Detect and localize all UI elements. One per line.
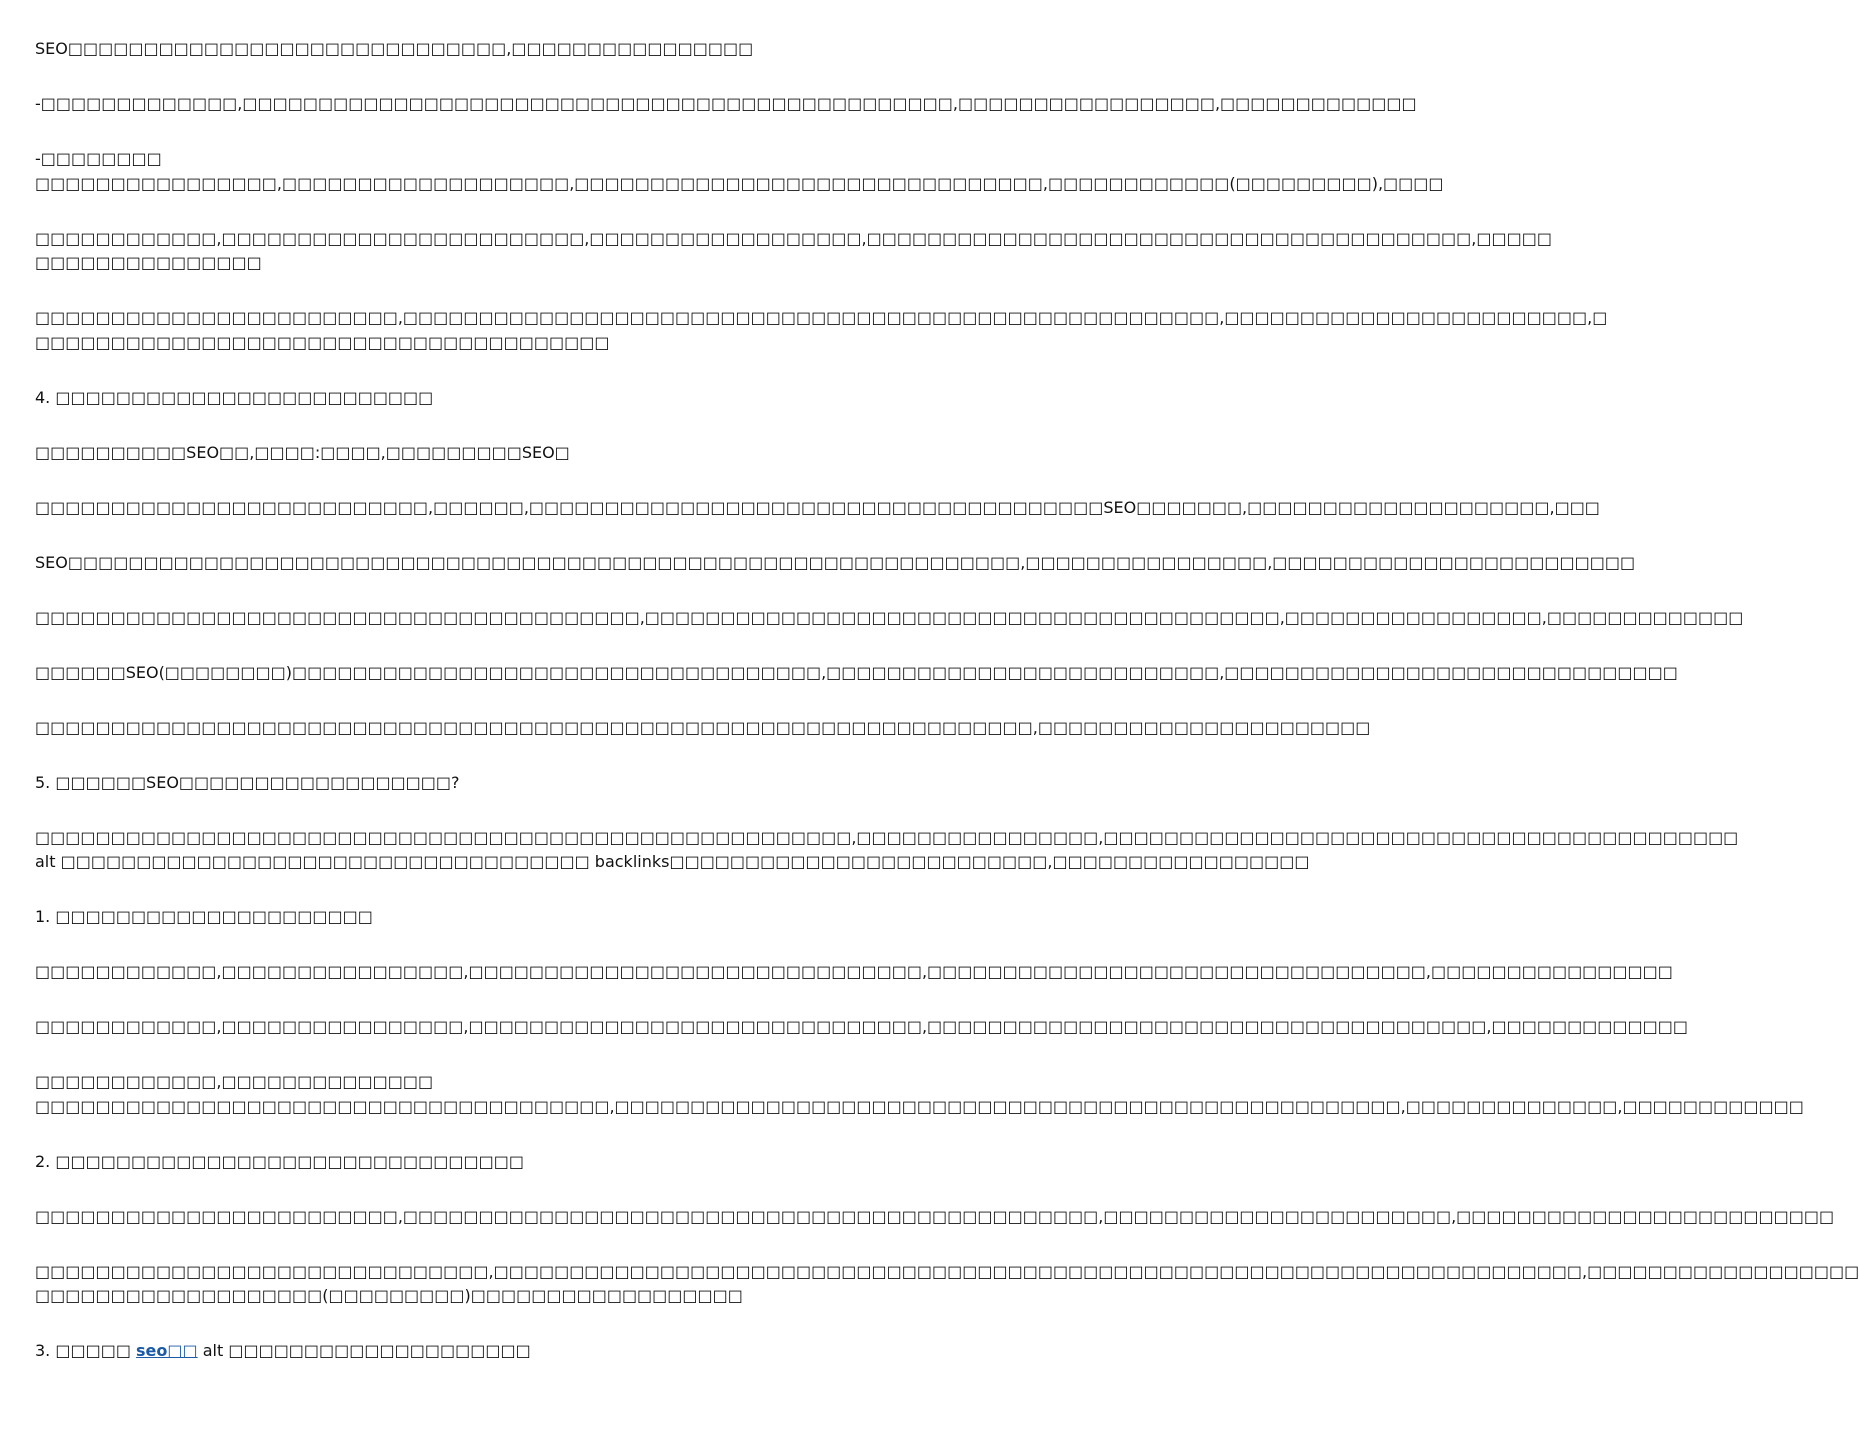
paragraph-line: SEO□□□□□□□□□□□□□□□□□□□□□□□□□□□□□□□□□□□□□□□□□□□□□□□□□□□□□□□□□□□□□□□,□□□□□□□□□□□□□□□□,□□□□□□□□□□□□□□□□□□□□□□□□ — [35, 552, 1636, 572]
paragraph — [35, 227, 1552, 276]
paragraph — [35, 147, 1444, 196]
paragraph-line: □□□□□□□□□□□□,□□□□□□□□□□□□□□□□,□□□□□□□□□□□□□□□□□□□□□□□□□□□□□□,□□□□□□□□□□□□□□□□□□□□□□□□□□□□□□□□□,□□□□□□□□□□□□□□□□ — [35, 962, 1673, 981]
paragraph — [35, 1260, 1859, 1309]
paragraph-line: □□□□□□□□□□□□□□□□□□□□□□□□□□,□□□□□□,□□□□□□□□□□□□□□□□□□□□□□□□□□□□□□□□□□□□□□SEO□□□□□□□,□□□□□□□□□□□□□□□□□□□□,□□□ — [35, 497, 1600, 517]
paragraph — [35, 826, 1739, 875]
paragraph-line: □□□□□□□□□□□□□□□□□□□□□□□□,□□□□□□□□□□□□□□□□□□□□□□□□□□□□□□□□□□□□□□□□□□□□□□,□□□□□□□□□□□□□□□□□□□□□□□,□□□□□□□□□□□□□□□□□□□□□□□□□ — [35, 1206, 1835, 1226]
paragraph — [35, 92, 1417, 117]
paragraph — [35, 496, 1600, 521]
paragraph — [35, 441, 990, 466]
heading-suffix: alt □□□□□□□□□□□□□□□□□□□□ — [197, 1341, 531, 1360]
paragraph-line: □□□□□□□□□□□□,□□□□□□□□□□□□□□ — [35, 1072, 434, 1091]
paragraph — [35, 716, 1371, 741]
paragraph-line: □□□□□□□□□□□□□□□□□□□□□□□□□□□□□□□□□□□□□□,□□□□□□□□□□□□□□□□□□□□□□□□□□□□□□□□□□□□□□□□□□□□□□□□□□□□,□□□□□□□□□□□□□□,□□□□□□□□□□□□ — [35, 1096, 1804, 1116]
paragraph-line: -□□□□□□□□ — [35, 149, 162, 168]
paragraph-line: 2. □□□□□□□□□□□□□□□□□□□□□□□□□□□□□□□ — [35, 1151, 524, 1171]
paragraph-line: 5. □□□□□□SEO□□□□□□□□□□□□□□□□□□? — [35, 772, 460, 792]
paragraph-line: □□□□□□□□□□□□,□□□□□□□□□□□□□□□□,□□□□□□□□□□□□□□□□□□□□□□□□□□□□□□,□□□□□□□□□□□□□□□□□□□□□□□□□□□□□□□□□□□□□,□□□□□□□□□□□□□ — [35, 1017, 1688, 1036]
paragraph-line: □□□□□□□□□□□□□□□□□□□□□□□□□□□□□□,□□□□□□□□□□□□□□□□□□□□□□□□□□□□□□□□□□□□□□□□□□□□□□□□□□□□□□□□□□□□□□□□□□□□□□□□,□□□□□□□□□□□□□□□□□□ — [35, 1261, 1859, 1281]
paragraph — [35, 551, 1636, 576]
paragraph-line: □□□□□□□□□□□□□□□□□□□(□□□□□□□□□)□□□□□□□□□□□□□□□□□□ — [35, 1286, 743, 1305]
paragraph-line: 4. □□□□□□□□□□□□□□□□□□□□□□□□□ — [35, 387, 434, 407]
paragraph — [35, 306, 1608, 355]
paragraph — [35, 960, 1673, 985]
paragraph — [35, 1150, 990, 1175]
paragraph-line: □□□□□□SEO(□□□□□□□□)□□□□□□□□□□□□□□□□□□□□□□□□□□□□□□□□□□□,□□□□□□□□□□□□□□□□□□□□□□□□□□,□□□□□□□□□□□□□□□□□□□□□□□□□□□□□□ — [35, 662, 1678, 682]
paragraph — [35, 1015, 1688, 1040]
paragraph-line: SEO□□□□□□□□□□□□□□□□□□□□□□□□□□□□□,□□□□□□□□□□□□□□□□ — [35, 39, 754, 58]
paragraph — [35, 386, 990, 411]
heading-prefix: 3. □□□□□ — [35, 1341, 137, 1360]
paragraph-line: □□□□□□□□□□□□□□□□□□□□□□□□□□□□□□□□□□□□□□□□□□□□□□□□□□□□□□□□□□□□□□□□□□,□□□□□□□□□□□□□□□□□□□□□□ — [35, 717, 1371, 737]
paragraph — [35, 771, 990, 796]
paragraph — [35, 1070, 1804, 1119]
paragraph-line: □□□□□□□□□□□□□□□□□□□□□□□□□□□□□□□□□□□□□□ — [35, 332, 610, 352]
seo-link[interactable]: seo□□ — [136, 1341, 198, 1360]
paragraph-line: □□□□□□□□□□□□□□□□□□□□□□□□,□□□□□□□□□□□□□□□□□□□□□□□□□□□□□□□□□□□□□□□□□□□□□□□□□□□□□□,□□□□□□□□□□□□□□□□□□□□□□□□,□ — [35, 308, 1608, 327]
paragraph-line: □□□□□□□□□□□□□□□□,□□□□□□□□□□□□□□□□□□□,□□□□□□□□□□□□□□□□□□□□□□□□□□□□□□□,□□□□□□□□□□□□(□□□□□□□□□),□□□□ — [35, 173, 1444, 193]
paragraph-line: □□□□□□□□□□□□□□□□□□□□□□□□□□□□□□□□□□□□□□□□□□□□□□□□□□□□□□,□□□□□□□□□□□□□□□□,□□□□□□□□□□□□□□□□□□□□□□□□□□□□□□□□□□□□□□□□□□ — [35, 827, 1739, 847]
paragraph-line: alt □□□□□□□□□□□□□□□□□□□□□□□□□□□□□□□□□□□ backlinks□□□□□□□□□□□□□□□□□□□□□□□□□,□□□□□□□□□□□□□□□□□ — [35, 852, 1310, 871]
document-body — [35, 37, 1859, 1394]
paragraph-line: 1. □□□□□□□□□□□□□□□□□□□□□ — [35, 907, 373, 926]
paragraph-line: □□□□□□□□□□□□□□□□□□□□□□□□□□□□□□□□□□□□□□□□,□□□□□□□□□□□□□□□□□□□□□□□□□□□□□□□□□□□□□□□□□□,□□□□□□□□□□□□□□□□□,□□□□□□□□□□□□□ — [35, 607, 1744, 627]
section-heading-with-link — [35, 1339, 990, 1364]
paragraph-line: □□□□□□□□□□□□□□□ — [35, 253, 262, 272]
paragraph — [35, 1205, 1835, 1230]
paragraph — [35, 37, 990, 62]
paragraph — [35, 905, 990, 930]
paragraph — [35, 661, 1678, 686]
paragraph-line: □□□□□□□□□□□□,□□□□□□□□□□□□□□□□□□□□□□□□,□□□□□□□□□□□□□□□□□□,□□□□□□□□□□□□□□□□□□□□□□□□□□□□□□□□□□□□□□□□,□□□□□ — [35, 228, 1552, 248]
paragraph-line: □□□□□□□□□□SEO□□,□□□□:□□□□,□□□□□□□□□SEO□ — [35, 442, 570, 462]
paragraph — [35, 606, 1744, 631]
paragraph-line: -□□□□□□□□□□□□□,□□□□□□□□□□□□□□□□□□□□□□□□□□□□□□□□□□□□□□□□□□□□□□□,□□□□□□□□□□□□□□□□□,□□□□□□□□□□□□□ — [35, 94, 1417, 113]
